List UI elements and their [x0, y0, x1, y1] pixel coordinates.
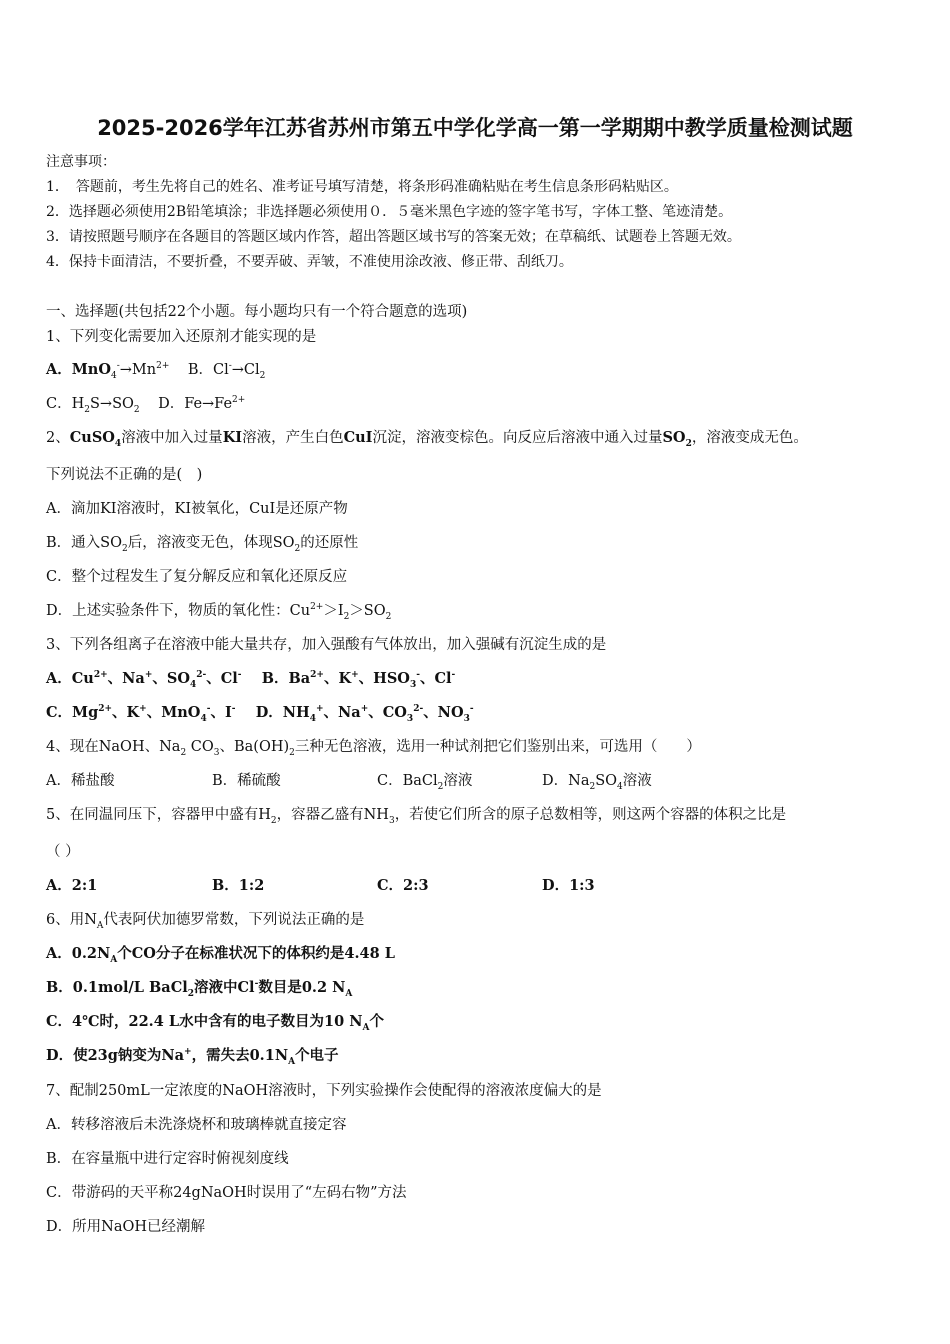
q4-option-c: C．BaCl$_2$溶液 [377, 773, 473, 792]
q7-option-d: D．所用NaOH已经潮解 [46, 1219, 205, 1235]
q5-option-b: B．1:2 [212, 877, 265, 894]
q1-options-ab: A．$MnO_4^-\to Mn^{2+}$ B．$Cl^-\to Cl_2$ [46, 361, 266, 381]
q5-option-c: C．2:3 [377, 877, 429, 894]
q6-option-c: C．4℃时，22.4 L水中含有的电子数目为10 $N_A$个 [46, 1013, 385, 1033]
q5-option-d: D．1:3 [542, 877, 595, 894]
q3-options-ab: A．$Cu^{2+}$、Na+、$SO_4^{2-}$、Cl- B．$Ba^{2+}$、K+、$HSO_3^-$、Cl- [46, 670, 456, 690]
q4-stem: 4、现在NaOH、$Na_2$ $CO_3$、$Ba(OH)_2$三种无色溶液，选用一种试剂把它们鉴别出来，可选用（ ） [46, 739, 701, 758]
q4-option-b: B．稀硫酸 [212, 773, 281, 789]
q5-stem-2: （ ） [46, 844, 80, 860]
notice-item-4: 4．保持卡面清洁，不要折叠，不要弄破、弄皱，不准使用涂改液、修正带、刮纸刀。 [46, 254, 573, 270]
q2-option-b: B．通入$SO_2$后，溶液变无色，体现$SO_2$的还原性 [46, 535, 359, 554]
q5-stem: 5、在同温同压下，容器甲中盛有$H_2$，容器乙盛有$NH_3$，若使它们所含的原子总数相等，则这两个容器的体积之比是 [46, 807, 787, 826]
q3-options-cd: C．$Mg^{2+}$、K+、MnO$_4$-、I- D．$NH_4^+$、Na+、$CO_3^{2-}$、$NO_3^-$ [46, 704, 474, 724]
notice-item-3: 3．请按照题号顺序在各题目的答题区域内作答，超出答题区域书写的答案无效；在草稿纸、试题卷上答题无效。 [46, 229, 741, 245]
q7-option-a: A．转移溶液后未洗涤烧杯和玻璃棒就直接定容 [46, 1117, 347, 1133]
q1-options-cd: C．$H_2S\to SO_2$ D．$Fe\to Fe^{2+}$ [46, 395, 246, 415]
q2-option-a: A．滴加KI溶液时，KI被氧化，CuI是还原产物 [46, 501, 348, 517]
notice-item-2: 2．选择题必须使用2B铅笔填涂；非选择题必须使用０．５毫米黑色字迹的签字笔书写，字体工整、笔迹清楚。 [46, 204, 733, 220]
q4-option-d: D．$Na_2SO_4$溶液 [542, 773, 652, 792]
q1-stem: 1、下列变化需要加入还原剂才能实现的是 [46, 329, 317, 345]
q6-stem: 6、用$N_A$代表阿伏加德罗常数，下列说法正确的是 [46, 912, 365, 931]
q6-option-d: D．使23g钠变为Na+，需失去$0.1N_A$个电子 [46, 1047, 339, 1067]
q6-option-a: A．$0.2N_A$个CO分子在标准状况下的体积约是4.48 L [46, 945, 395, 965]
q2-option-c: C．整个过程发生了复分解反应和氧化还原反应 [46, 569, 348, 585]
q7-option-c: C．带游码的天平称24gNaOH时误用了“左码右物”方法 [46, 1185, 407, 1201]
q7-stem: 7、配制250mL一定浓度的NaOH溶液时，下列实验操作会使配得的溶液浓度偏大的是 [46, 1083, 602, 1099]
q7-option-b: B．在容量瓶中进行定容时俯视刻度线 [46, 1151, 289, 1167]
notice-item-1: 1． 答题前，考生先将自己的姓名、准考证号填写清楚，将条形码准确粘贴在考生信息条形码粘贴区。 [46, 179, 678, 195]
q2-stem-2: 下列说法不正确的是( ) [46, 467, 203, 483]
q5-option-a: A．2:1 [46, 877, 98, 894]
q3-stem: 3、下列各组离子在溶液中能大量共存，加入强酸有气体放出，加入强碱有沉淀生成的是 [46, 637, 607, 653]
q2-stem: 2、CuSO$_4$溶液中加入过量KI溶液，产生白色CuI沉淀，溶液变棕色。向反应后溶液中通入过量$SO_2$，溶液变成无色。 [46, 429, 808, 449]
q2-option-d: D．上述实验条件下，物质的氧化性：$Cu^{2+}>I_2>SO_2$ [46, 602, 392, 622]
page-title: 2025-2026学年江苏省苏州市第五中学化学高一第一学期期中教学质量检测试题 [97, 116, 853, 140]
q4-option-a: A．稀盐酸 [46, 773, 115, 789]
section-heading: 一、选择题(共包括22个小题。每小题均只有一个符合题意的选项) [46, 304, 468, 320]
q6-option-b: B．0.1mol/L BaCl$_2$溶液中Cl-数目是0.2 $N_A$ [46, 979, 353, 999]
notice-heading: 注意事项： [46, 154, 116, 170]
